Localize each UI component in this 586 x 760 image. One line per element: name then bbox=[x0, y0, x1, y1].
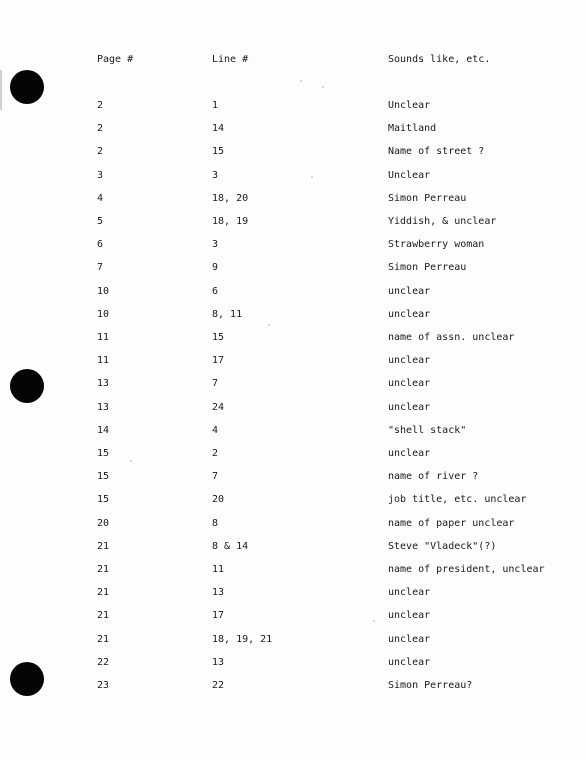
cell-sounds-like: unclear bbox=[388, 656, 431, 668]
cell-line-number: 17 bbox=[212, 355, 225, 367]
cell-sounds-like: "shell stack" bbox=[388, 424, 467, 436]
cell-sounds-like: Yiddish, & unclear bbox=[388, 216, 497, 227]
cell-line-number: 8 & 14 bbox=[212, 540, 249, 552]
table-row bbox=[0, 376, 586, 392]
table-row bbox=[0, 423, 586, 439]
table-row bbox=[0, 562, 586, 578]
cell-page-number: 11 bbox=[97, 355, 110, 367]
cell-line-number: 11 bbox=[212, 564, 225, 575]
cell-page-number: 10 bbox=[97, 285, 110, 297]
cell-sounds-like: unclear bbox=[388, 401, 431, 413]
table-row bbox=[0, 469, 586, 485]
table-row bbox=[0, 608, 586, 624]
table-row bbox=[0, 191, 586, 207]
cell-sounds-like: unclear bbox=[388, 355, 431, 367]
cell-line-number: 8, 11 bbox=[212, 308, 243, 320]
cell-sounds-like: unclear bbox=[388, 285, 431, 297]
cell-line-number: 13 bbox=[212, 656, 225, 668]
cell-line-number: 8 bbox=[212, 517, 219, 529]
table-row bbox=[0, 446, 586, 462]
table-row bbox=[0, 121, 586, 137]
paper-speck bbox=[268, 324, 270, 326]
cell-line-number: 4 bbox=[212, 424, 219, 436]
table-row bbox=[0, 539, 586, 555]
cell-page-number: 2 bbox=[97, 100, 104, 111]
cell-line-number: 20 bbox=[212, 494, 225, 506]
table-row bbox=[0, 353, 586, 369]
table-row bbox=[0, 307, 586, 323]
table-row bbox=[0, 400, 586, 416]
cell-page-number: 6 bbox=[97, 239, 104, 251]
cell-page-number: 7 bbox=[97, 262, 104, 274]
table-row bbox=[0, 237, 586, 253]
cell-sounds-like: name of president, unclear bbox=[388, 564, 545, 575]
cell-line-number: 7 bbox=[212, 471, 219, 483]
cell-line-number: 18, 19, 21 bbox=[212, 633, 273, 645]
cell-sounds-like: job title, etc. unclear bbox=[388, 494, 527, 506]
cell-line-number: 3 bbox=[212, 169, 219, 181]
cell-line-number: 3 bbox=[212, 239, 219, 251]
cell-line-number: 24 bbox=[212, 401, 225, 413]
cell-line-number: 9 bbox=[212, 262, 219, 274]
table-row bbox=[0, 214, 586, 230]
cell-line-number: 6 bbox=[212, 285, 219, 297]
cell-page-number: 5 bbox=[97, 216, 104, 227]
cell-sounds-like: unclear bbox=[388, 633, 431, 645]
cell-sounds-like: unclear bbox=[388, 308, 431, 320]
cell-page-number: 2 bbox=[97, 123, 104, 135]
cell-page-number: 13 bbox=[97, 401, 110, 413]
cell-line-number: 1 bbox=[212, 100, 219, 111]
cell-page-number: 3 bbox=[97, 169, 104, 181]
cell-page-number: 21 bbox=[97, 587, 110, 599]
header-line-number: Line # bbox=[212, 54, 249, 65]
table-row bbox=[0, 585, 586, 601]
paper-speck bbox=[373, 620, 375, 622]
cell-line-number: 15 bbox=[212, 146, 225, 158]
table-row bbox=[0, 260, 586, 276]
table-row bbox=[0, 284, 586, 300]
cell-page-number: 11 bbox=[97, 332, 110, 343]
cell-sounds-like: unclear bbox=[388, 610, 431, 622]
cell-sounds-like: name of assn. unclear bbox=[388, 332, 515, 343]
cell-page-number: 2 bbox=[97, 146, 104, 158]
cell-page-number: 20 bbox=[97, 517, 110, 529]
cell-page-number: 14 bbox=[97, 424, 110, 436]
cell-sounds-like: Unclear bbox=[388, 169, 431, 181]
cell-line-number: 17 bbox=[212, 610, 225, 622]
cell-line-number: 15 bbox=[212, 332, 225, 343]
cell-sounds-like: unclear bbox=[388, 587, 431, 599]
cell-sounds-like: Simon Perreau bbox=[388, 192, 467, 204]
paper-speck bbox=[130, 460, 132, 462]
cell-page-number: 13 bbox=[97, 378, 110, 390]
paper-speck bbox=[322, 86, 324, 88]
cell-page-number: 21 bbox=[97, 610, 110, 622]
cell-page-number: 15 bbox=[97, 448, 110, 459]
cell-sounds-like: Name of street ? bbox=[388, 146, 485, 158]
cell-sounds-like: Maitland bbox=[388, 123, 437, 135]
table-header bbox=[0, 52, 586, 68]
table-row bbox=[0, 678, 586, 694]
cell-page-number: 21 bbox=[97, 564, 110, 575]
cell-line-number: 18, 19 bbox=[212, 216, 249, 227]
table-row bbox=[0, 330, 586, 346]
table-row bbox=[0, 144, 586, 160]
cell-line-number: 22 bbox=[212, 680, 225, 691]
cell-line-number: 18, 20 bbox=[212, 192, 249, 204]
cell-sounds-like: Simon Perreau bbox=[388, 262, 467, 274]
cell-page-number: 4 bbox=[97, 192, 104, 204]
cell-page-number: 22 bbox=[97, 656, 110, 668]
header-page-number: Page # bbox=[97, 54, 134, 65]
table-row bbox=[0, 655, 586, 671]
cell-line-number: 2 bbox=[212, 448, 219, 459]
cell-line-number: 13 bbox=[212, 587, 225, 599]
cell-sounds-like: Steve "Vladeck"(?) bbox=[388, 540, 497, 552]
cell-sounds-like: unclear bbox=[388, 448, 431, 459]
cell-sounds-like: Unclear bbox=[388, 100, 431, 111]
cell-line-number: 7 bbox=[212, 378, 219, 390]
cell-sounds-like: Simon Perreau? bbox=[388, 680, 473, 691]
table-row bbox=[0, 632, 586, 648]
cell-page-number: 10 bbox=[97, 308, 110, 320]
cell-page-number: 23 bbox=[97, 680, 110, 691]
cell-page-number: 15 bbox=[97, 471, 110, 483]
cell-sounds-like: name of paper unclear bbox=[388, 517, 515, 529]
cell-sounds-like: Strawberry woman bbox=[388, 239, 485, 251]
paper-speck bbox=[300, 80, 302, 82]
header-sounds-like: Sounds like, etc. bbox=[388, 54, 491, 65]
cell-sounds-like: unclear bbox=[388, 378, 431, 390]
table-row bbox=[0, 516, 586, 532]
cell-sounds-like: name of river ? bbox=[388, 471, 479, 483]
cell-page-number: 21 bbox=[97, 633, 110, 645]
cell-line-number: 14 bbox=[212, 123, 225, 135]
table-row bbox=[0, 98, 586, 114]
paper-speck bbox=[311, 176, 313, 178]
cell-page-number: 15 bbox=[97, 494, 110, 506]
table-row bbox=[0, 492, 586, 508]
cell-page-number: 21 bbox=[97, 540, 110, 552]
table-row bbox=[0, 168, 586, 184]
